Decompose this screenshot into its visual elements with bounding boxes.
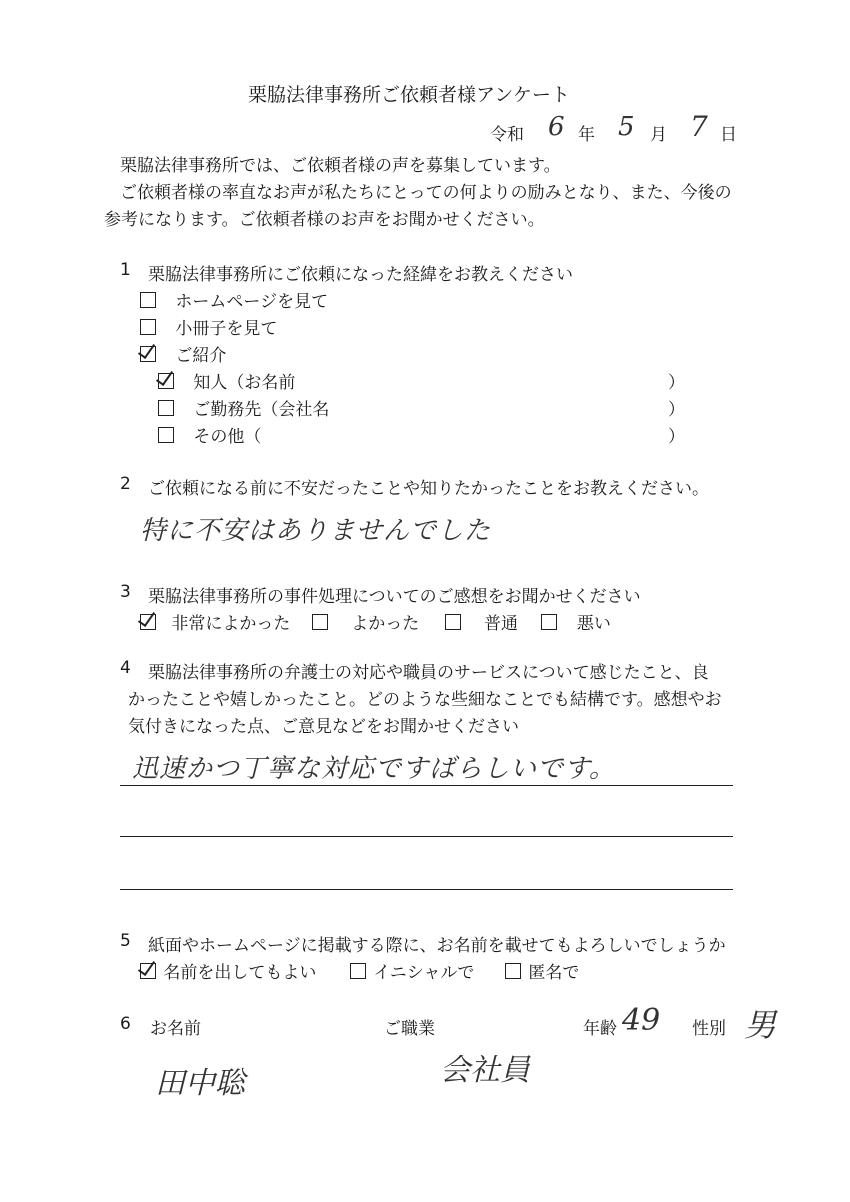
option-label: ホームページを見て [175,292,329,312]
q4-question-line: 栗脇法律事務所の弁護士の対応や職員のサービスについて感じたこと、良 [148,663,709,683]
q1-option-referral[interactable] [140,341,226,366]
gender-label: 性別 [692,1019,726,1039]
q4-answer[interactable]: 迅速かつ丁寧な対応ですばらしいです。 [132,754,616,784]
age-value[interactable]: 49 [622,1003,661,1038]
date-day-value: 7 [690,110,708,143]
q3-option-good[interactable] [312,614,425,634]
checkbox[interactable] [505,963,521,979]
q2-question: ご依頼になる前に不安だったことや知りたかったことをお教えください。 [148,479,709,499]
gender-value[interactable]: 男 [744,1006,777,1044]
q3-option-normal[interactable] [445,614,524,634]
option-label: 非常によかった [171,614,291,634]
checkbox[interactable] [158,400,174,416]
date-year-label: 年 [578,125,595,145]
name-value[interactable]: 田中聡 [155,1066,245,1101]
option-label: 普通 [484,614,519,634]
close-paren: ） [668,373,685,393]
age-label: 年齢 [583,1019,617,1039]
checkbox[interactable] [445,614,461,630]
q5-option-initials[interactable] [350,958,474,983]
date-month-label: 月 [650,125,667,145]
q5-number: 5 [120,931,131,951]
date-day-label: 日 [720,125,737,145]
q1-suboption-acquaintance[interactable] [158,368,295,393]
date-month-value: 5 [618,112,635,142]
q4-number: 4 [120,658,131,678]
option-label: 匿名で [528,963,580,983]
q3-option-very-good[interactable] [140,614,296,634]
q1-number: 1 [120,260,131,280]
option-label: ご紹介 [175,346,227,366]
option-label: ご勤務先（会社名 [193,400,330,420]
job-value[interactable]: 会社員 [440,1053,530,1088]
q3-number: 3 [120,582,131,602]
checkbox[interactable] [541,614,557,630]
job-label: ご職業 [384,1019,435,1039]
answer-line [120,836,733,837]
close-paren: ） [668,427,685,447]
checkbox-checked[interactable] [140,346,156,362]
form-title: 栗脇法律事務所ご依頼者様アンケート [248,84,570,106]
option-label: よかった [351,614,420,634]
date-year-value: 6 [548,112,565,142]
option-label: 悪い [576,614,611,634]
checkbox[interactable] [350,963,366,979]
checkbox-checked[interactable] [140,963,156,979]
q1-suboption-employer[interactable] [158,395,329,420]
q3-options [140,609,611,634]
answer-line [120,889,733,890]
option-label: イニシャルで [373,963,475,983]
q5-option-anonymous[interactable] [505,958,579,983]
checkbox[interactable] [140,319,156,335]
checkbox[interactable] [140,292,156,308]
option-label: 名前を出してもよい [163,963,317,983]
name-label: お名前 [150,1019,201,1039]
intro-line: ご依頼者様の率直なお声が私たちにとっての何よりの励みとなり、また、今後の [120,183,732,203]
answer-line [120,785,733,786]
option-label: その他（ [193,427,262,447]
date-era: 令和 [490,125,524,145]
intro-line: 参考になります。ご依頼者様のお声をお聞かせください。 [104,210,545,230]
q5-question: 紙面やホームページに掲載する際に、お名前を載せてもよろしいでしょうか [148,936,726,956]
q1-option-booklet[interactable] [140,314,277,339]
q1-option-homepage[interactable] [140,287,328,312]
option-label: 小冊子を見て [175,319,278,339]
q3-question: 栗脇法律事務所の事件処理についてのご感想をお聞かせください [148,587,641,607]
q4-question-line: かったことや嬉しかったこと。どのような些細なことでも結構です。感想やお [128,690,722,710]
q3-option-bad[interactable] [541,614,610,634]
q1-question: 栗脇法律事務所にご依頼になった経緯をお教えください [148,265,573,285]
checkbox-checked[interactable] [158,373,174,389]
checkbox-checked[interactable] [140,614,156,630]
q4-question-line: 気付きになった点、ご意見などをお聞かせください [128,717,519,737]
q5-option-name-ok[interactable] [140,958,316,983]
q2-number: 2 [120,474,131,494]
checkbox[interactable] [158,427,174,443]
q2-answer[interactable]: 特に不安はありませんでした [140,516,492,546]
q6-number: 6 [120,1014,131,1034]
checkbox[interactable] [312,614,328,630]
close-paren: ） [668,400,685,420]
option-label: 知人（お名前 [193,373,296,393]
intro-line: 栗脇法律事務所では、ご依頼者様の声を募集しています。 [120,156,561,176]
q1-suboption-other[interactable] [158,422,261,447]
